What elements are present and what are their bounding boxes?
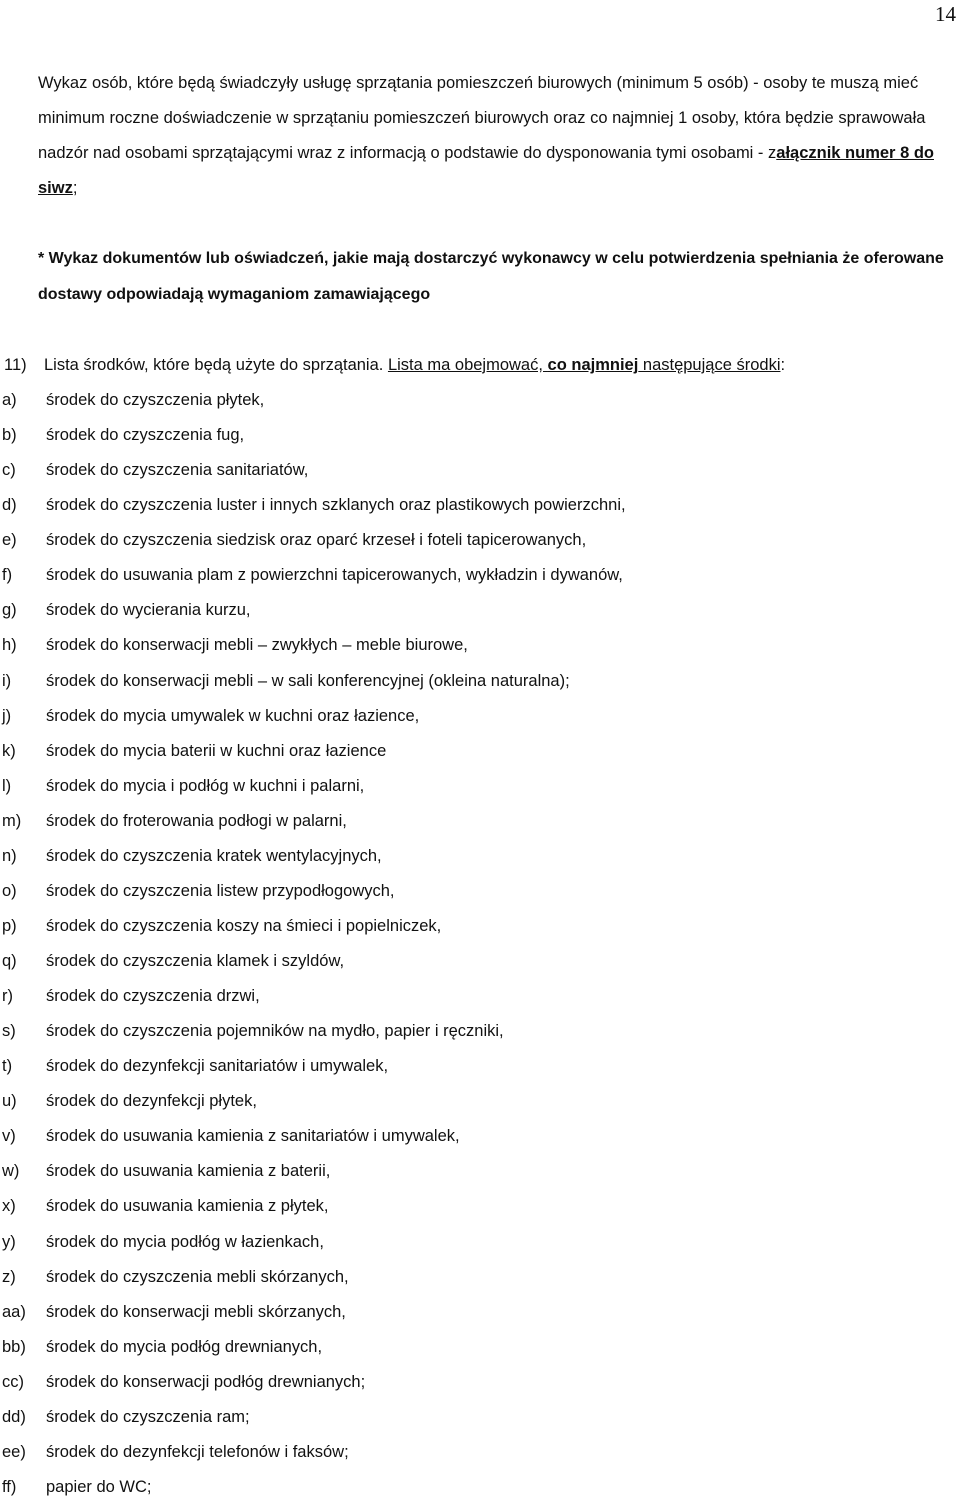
list-item-text: środek do czyszczenia mebli skórzanych, (46, 1267, 349, 1286)
item-11-paragraph (4, 348, 785, 383)
list-item (0, 909, 960, 944)
list-item-text: środek do czyszczenia płytek, (46, 391, 265, 409)
list-item-marker: aa) (2, 1302, 26, 1321)
item-11-emphasis: co najmniej (547, 356, 639, 374)
cleaning-agents-list (0, 383, 960, 1505)
item-10-terminator: ; (72, 179, 78, 197)
list-item (0, 488, 960, 523)
list-item (0, 453, 960, 488)
list-item-marker: j) (2, 706, 12, 725)
list-item-text: środek do mycia baterii w kuchni oraz łazience (46, 741, 387, 760)
list-item (0, 1014, 960, 1049)
list-item-marker: ee) (2, 1442, 26, 1461)
list-item-marker: r) (2, 987, 13, 1006)
list-item (0, 804, 960, 839)
list-item-text: środek do dezynfekcji sanitariatów i umywalek, (46, 1057, 389, 1076)
list-item (0, 1330, 960, 1365)
list-item-text: środek do wycierania kurzu, (46, 601, 251, 620)
list-item-text: środek do usuwania plam z powierzchni tapicerowanych, wykładzin i dywanów, (46, 566, 623, 585)
list-item-text: środek do czyszczenia klamek i szyldów, (46, 952, 345, 970)
list-item-marker: a) (2, 391, 17, 409)
section-heading: * Wykaz dokumentów lub oświadczeń, jakie mają dostarczyć wykonawcy w celu potwierdzenia spełniania że oferowane dostawy odpowiadają wymaganiom zamawiającego (38, 250, 944, 303)
list-item (0, 628, 960, 663)
list-item-marker: l) (2, 776, 12, 795)
list-item-marker: u) (2, 1092, 17, 1111)
item-11-number: 11) (4, 356, 27, 374)
list-item-text: środek do konserwacji mebli – zwykłych – meble biurowe, (46, 636, 468, 655)
list-item-text: środek do dezynfekcji płytek, (46, 1092, 257, 1111)
list-item-marker: z) (2, 1267, 16, 1286)
list-item-text: środek do usuwania kamienia z baterii, (46, 1162, 331, 1181)
list-item (0, 874, 960, 909)
list-item-text: środek do czyszczenia listew przypodłogowych, (46, 881, 395, 900)
list-item-marker: h) (2, 636, 17, 655)
list-item-text: środek do mycia podłóg w łazienkach, (46, 1232, 324, 1251)
list-item-text: środek do usuwania kamienia z sanitariatów i umywalek, (46, 1127, 460, 1146)
list-item-text: środek do czyszczenia drzwi, (46, 987, 260, 1006)
page-number: 14 (935, 2, 956, 26)
list-item-marker: w) (2, 1162, 20, 1181)
list-item-text: środek do dezynfekcji telefonów i faksów; (46, 1442, 349, 1461)
list-item-marker: ff) (2, 1477, 17, 1496)
list-item-marker: v) (2, 1127, 16, 1146)
list-item-marker: dd) (2, 1407, 26, 1426)
list-item (0, 769, 960, 804)
list-item (0, 979, 960, 1014)
list-item (0, 1049, 960, 1084)
list-item-text: środek do mycia umywalek w kuchni oraz łazience, (46, 706, 420, 725)
list-item (0, 1119, 960, 1154)
list-item-text: środek do konserwacji mebli – w sali konferencyjnej (okleina naturalna); (46, 671, 570, 690)
list-item-text: środek do czyszczenia ram; (46, 1407, 250, 1426)
list-item-text: środek do czyszczenia sanitariatów, (46, 461, 309, 480)
list-item-marker: s) (2, 1022, 16, 1041)
list-item (0, 1470, 960, 1505)
list-item (0, 383, 960, 418)
item-11-requirement-end: następujące środki (638, 356, 781, 374)
list-item (0, 1189, 960, 1224)
item-11-text: Lista środków, które będą użyte do sprzątania. (44, 356, 388, 374)
list-item-text: środek do mycia podłóg drewnianych, (46, 1337, 323, 1356)
list-item-marker: c) (2, 461, 16, 480)
list-item (0, 664, 960, 699)
list-item-text: środek do usuwania kamienia z płytek, (46, 1197, 329, 1216)
list-item (0, 1084, 960, 1119)
list-item (0, 1365, 960, 1400)
list-item (0, 839, 960, 874)
list-item-marker: x) (2, 1197, 16, 1216)
list-item (0, 418, 960, 453)
list-item (0, 734, 960, 769)
item-10-body (0, 66, 960, 206)
item-11-requirement: Lista ma obejmować, (387, 356, 548, 374)
list-item-marker: b) (2, 426, 17, 445)
list-item-marker: bb) (2, 1337, 26, 1356)
list-item-text: papier do WC; (46, 1477, 152, 1496)
list-item-text: środek do czyszczenia siedzisk oraz oparć krzeseł i foteli tapicerowanych, (46, 531, 587, 550)
list-item-marker: f) (2, 566, 13, 585)
list-item-text: środek do konserwacji mebli skórzanych, (46, 1302, 346, 1321)
list-item-marker: q) (2, 952, 17, 970)
list-item-marker: m) (2, 811, 22, 830)
list-item (0, 1260, 960, 1295)
list-item (0, 523, 960, 558)
list-item-text: środek do froterowania podłogi w palarni, (46, 811, 347, 830)
list-item-text: środek do czyszczenia luster i innych szklanych oraz plastikowych powierzchni, (46, 496, 626, 515)
list-item-marker: n) (2, 846, 17, 865)
list-item-text: środek do konserwacji podłóg drewnianych; (46, 1372, 366, 1391)
list-item (0, 1400, 960, 1435)
list-item-marker: t) (2, 1057, 13, 1076)
item-10-paragraph (0, 66, 960, 206)
list-item-marker: i) (2, 671, 12, 690)
list-item-text: środek do czyszczenia koszy na śmieci i popielniczek, (46, 916, 442, 935)
list-item-marker: k) (2, 741, 16, 760)
list-item-marker: g) (2, 601, 17, 620)
list-item (0, 1435, 960, 1470)
list-item-text: środek do czyszczenia pojemników na mydło, papier i ręczniki, (46, 1022, 504, 1041)
list-item-marker: y) (2, 1232, 16, 1251)
item-10-attachment-reference: ałącznik numer 8 do siwz (38, 144, 934, 197)
list-item (0, 1295, 960, 1330)
list-item (0, 699, 960, 734)
list-item-marker: d) (2, 496, 17, 515)
list-item-marker: e) (2, 531, 17, 550)
item-10-number (0, 66, 38, 101)
list-item-marker: cc) (2, 1372, 24, 1391)
list-item (0, 593, 960, 628)
list-item (0, 558, 960, 593)
list-item-marker: o) (2, 881, 17, 900)
list-item-text: środek do czyszczenia kratek wentylacyjnych, (46, 846, 382, 865)
list-item-text: środek do czyszczenia fug, (46, 426, 245, 445)
list-item-marker: p) (2, 916, 17, 935)
list-item-text: środek do mycia i podłóg w kuchni i palarni, (46, 776, 365, 795)
list-item (0, 1225, 960, 1260)
item-11-colon: : (780, 356, 786, 374)
list-item (0, 1154, 960, 1189)
list-item (0, 944, 960, 979)
item-10-text: Wykaz osób, które będą świadczyły usługę sprzątania pomieszczeń biurowych (minimum 5 osób) - osoby te muszą mieć minimum roczne doświadczenie w sprzątaniu pomieszczeń biurowych oraz co najmniej 1 osoby, która będzie sprawowała nadzór nad osobami sprzątającymi wraz z informacją o podstawie do dysponowania tymi osobami - z (38, 74, 926, 162)
